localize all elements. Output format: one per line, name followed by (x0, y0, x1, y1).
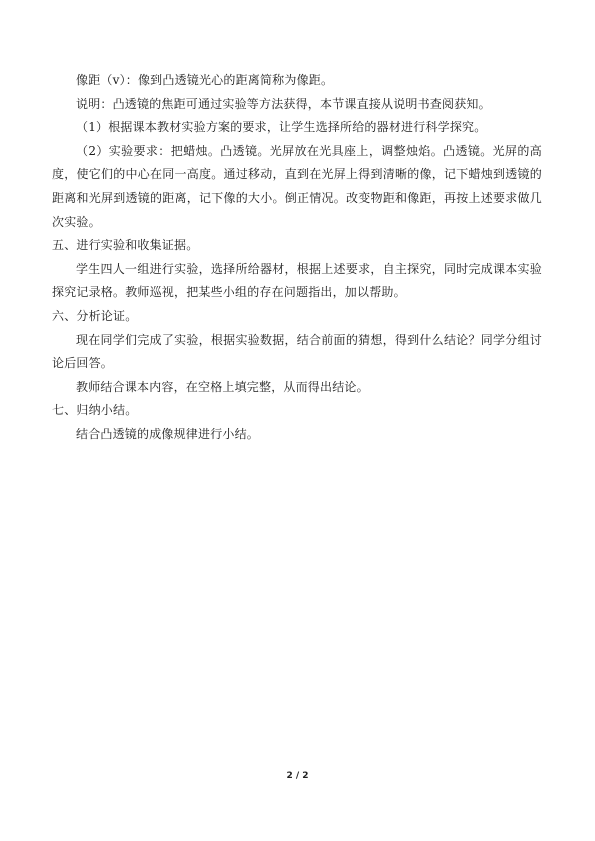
step-1-paragraph: （1）根据课本教材实验方案的要求，让学生选择所给的器材进行科学探究。 (76, 120, 487, 135)
section-5-paragraph: 学生四人一组进行实验，选择所给器材，根据上述要求，自主探究，同时完成课本实验探究记录格。教师巡视，把某些小组的存在问题指出，加以帮助。 (52, 261, 542, 300)
page-number: 2 / 2 (286, 771, 309, 781)
section-5-heading: 五、进行实验和收集证据。 (52, 238, 199, 253)
document-body (52, 69, 542, 447)
step-2-paragraph: （2）实验要求：把蜡烛。凸透镜。光屏放在光具座上，调整烛焰。凸透镜。光屏的高度，使它们的中心在同一高度。通过移动，直到在光屏上得到清晰的像，记下蜡烛到透镜的距离和光屏到透镜的距离，记下像的大小。倒正情况。改变物距和像距，再按上述要求做几次实验。 (52, 143, 542, 229)
image-distance-definition: 像距（v）：像到凸透镜光心的距离简称为像距。 (76, 73, 334, 87)
section-6-paragraph-1: 现在同学们完成了实验，根据实验数据，结合前面的猜想，得到什么结论？同学分组讨论后回答。 (52, 332, 542, 371)
focal-length-note: 说明：凸透镜的焦距可通过实验等方法获得，本节课直接从说明书查阅获知。 (76, 96, 491, 111)
section-6-paragraph-2: 教师结合课本内容，在空格上填完整，从而得出结论。 (76, 379, 369, 394)
section-6-heading: 六、分析论证。 (52, 308, 138, 323)
section-7-paragraph: 结合凸透镜的成像规律进行小结。 (76, 426, 260, 441)
section-7-heading: 七、归纳小结。 (52, 403, 138, 418)
